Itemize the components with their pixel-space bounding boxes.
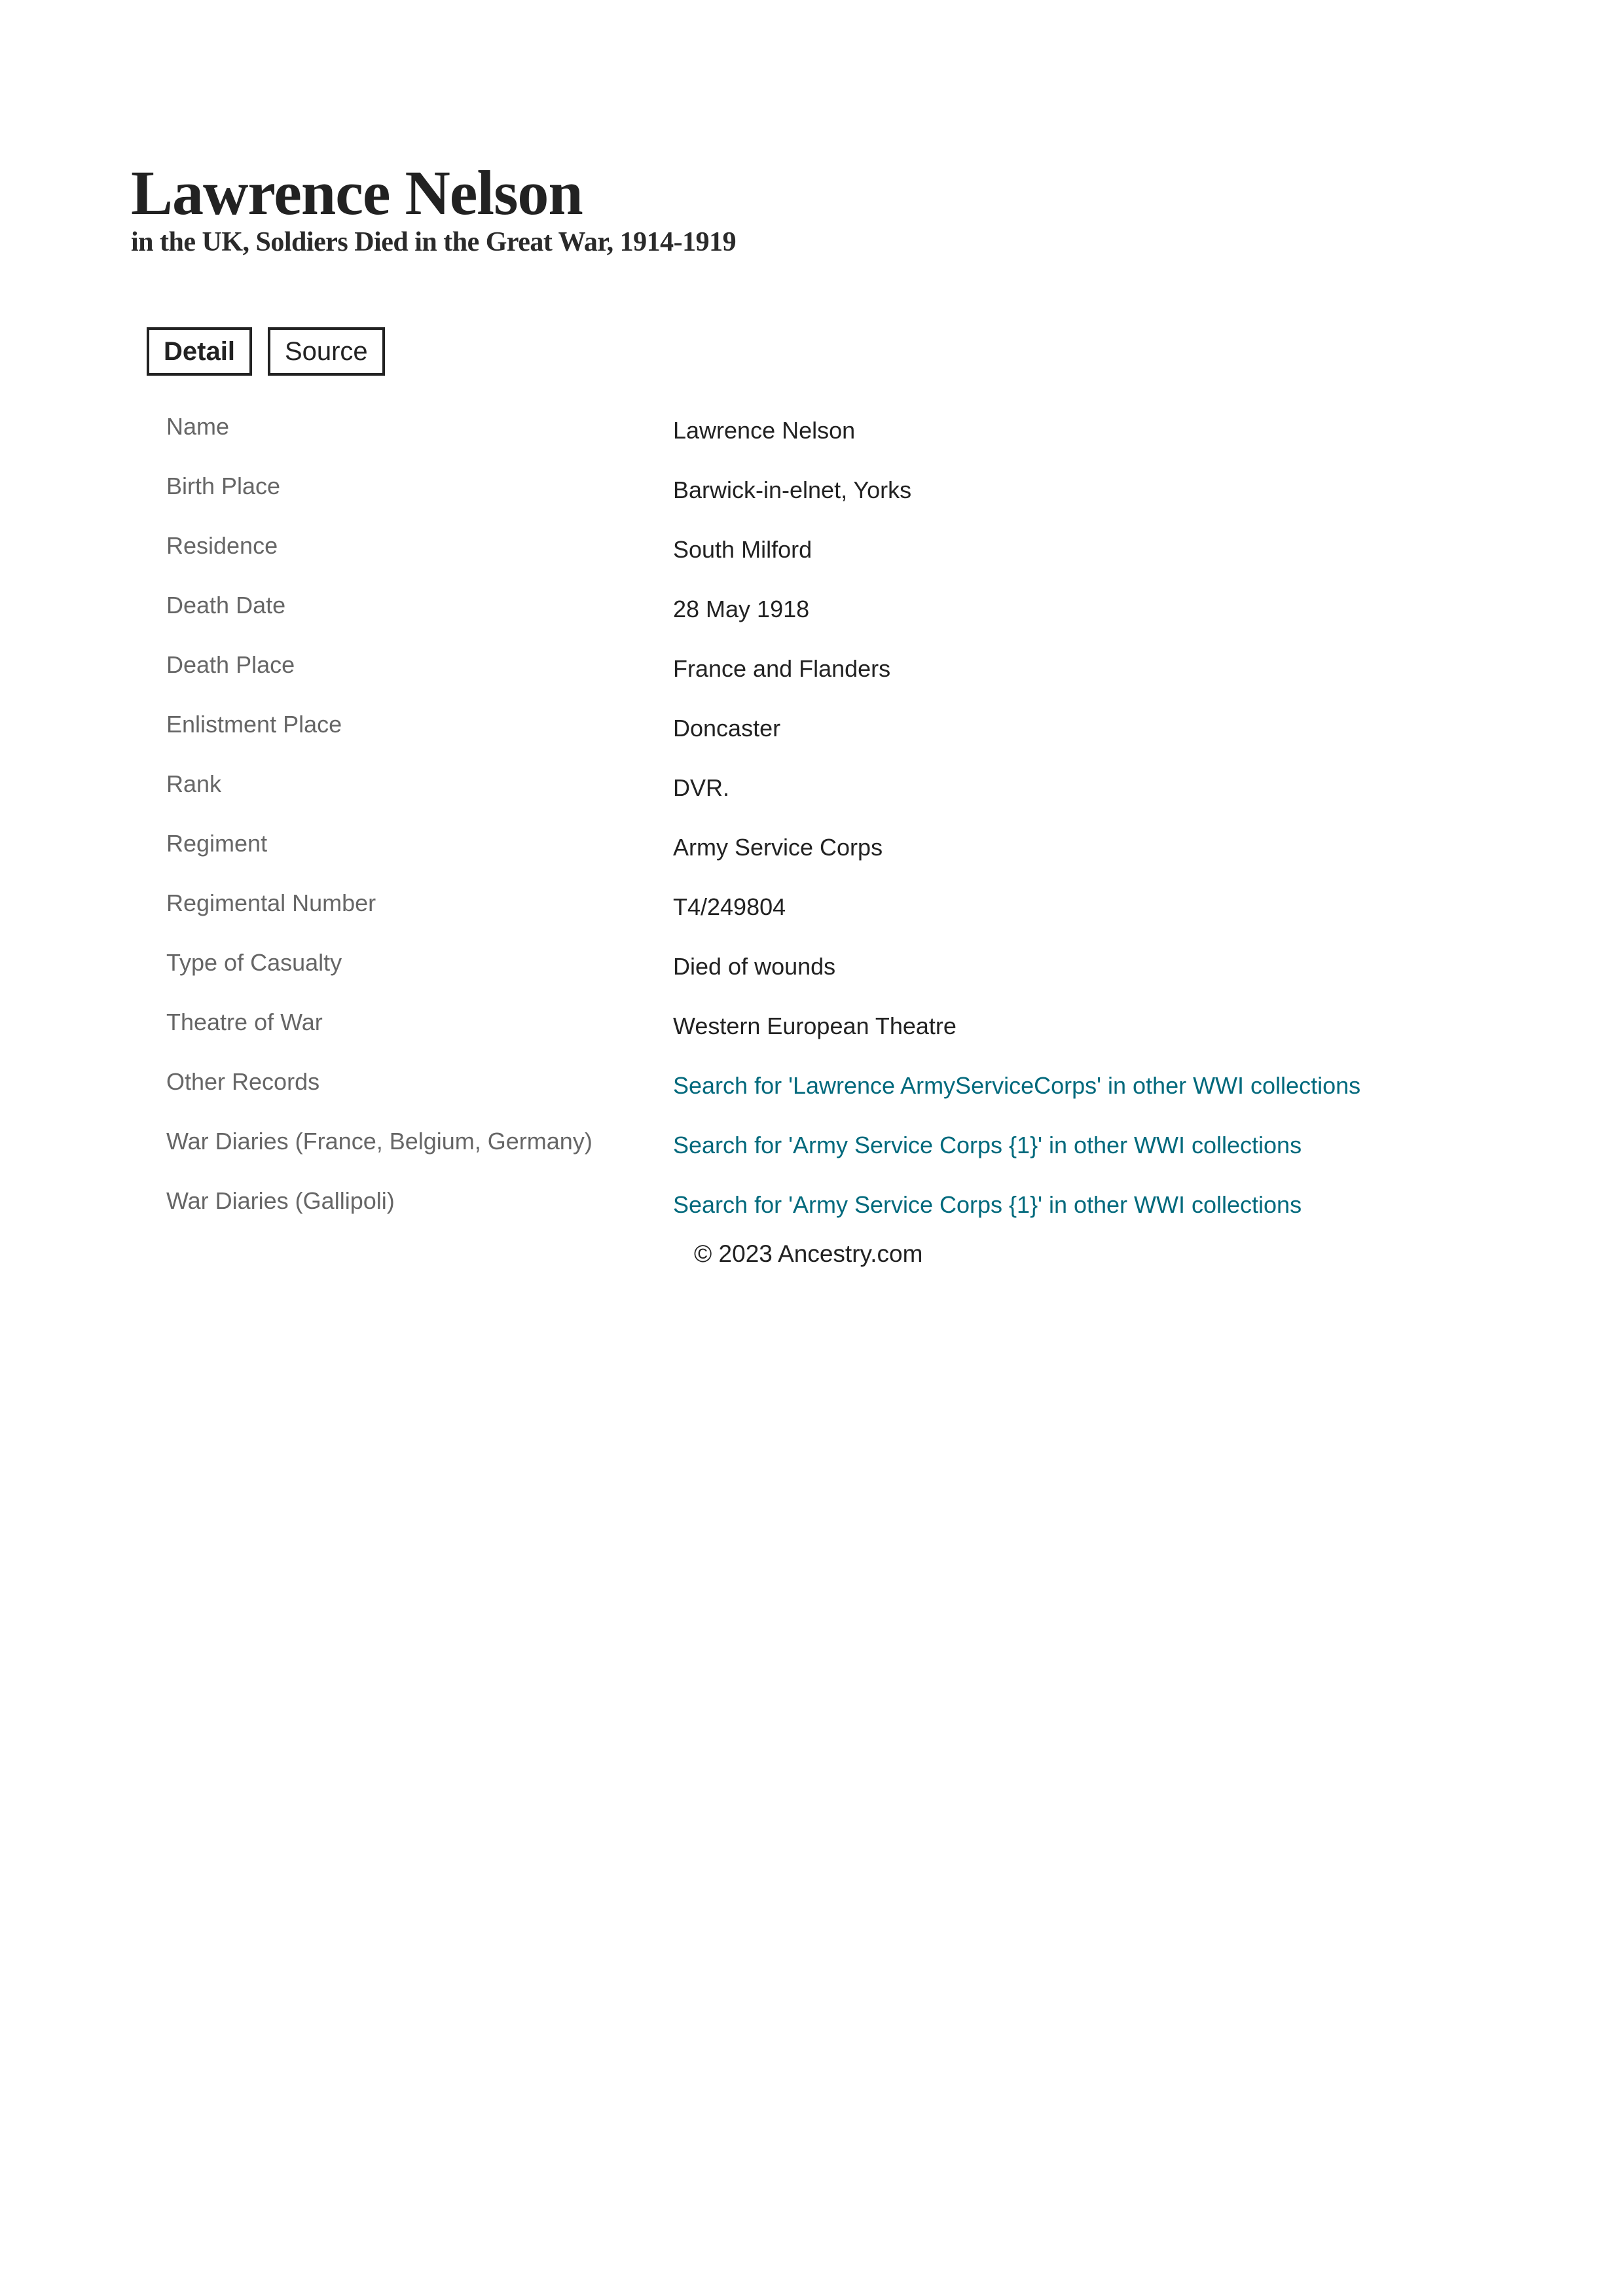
tab-source[interactable]: Source	[268, 327, 385, 376]
record-row-war-diaries-gallipoli	[166, 1175, 1476, 1234]
record-row-name	[166, 401, 1476, 460]
record-row-type-of-casualty	[166, 937, 1476, 996]
record-row-rank	[166, 758, 1476, 817]
war-diaries-france-search-link[interactable]: Search for 'Army Service Corps {1}' in other WWI collections	[673, 1131, 1302, 1158]
record-row-war-diaries-france	[166, 1115, 1476, 1175]
page-title: Lawrence Nelson	[131, 158, 583, 228]
record-row-residence	[166, 520, 1476, 579]
record-label: Rank	[166, 770, 222, 797]
record-row-enlistment-place	[166, 698, 1476, 758]
record-label: Birth Place	[166, 472, 281, 499]
record-row-death-date	[166, 579, 1476, 639]
record-value	[673, 1132, 1302, 1159]
record-label: Enlistment Place	[166, 710, 342, 738]
record-value: South Milford	[673, 535, 812, 563]
record-label: Death Date	[166, 591, 286, 619]
record-row-regiment	[166, 817, 1476, 877]
record-detail-table	[166, 401, 1476, 1234]
record-value: Lawrence Nelson	[673, 416, 856, 444]
tab-detail[interactable]: Detail	[147, 327, 252, 376]
record-label: War Diaries (France, Belgium, Germany)	[166, 1127, 593, 1155]
record-row-regimental-number	[166, 877, 1476, 937]
record-value: Army Service Corps	[673, 833, 883, 861]
record-label: Regiment	[166, 829, 268, 857]
record-row-birth-place	[166, 460, 1476, 520]
tab-bar	[147, 327, 385, 376]
record-label: Regimental Number	[166, 889, 376, 916]
record-value: Western European Theatre	[673, 1012, 957, 1039]
record-row-death-place	[166, 639, 1476, 698]
record-label: Theatre of War	[166, 1008, 323, 1035]
copyright-notice: © 2023 Ancestry.com	[694, 1240, 923, 1267]
page-subtitle: in the UK, Soldiers Died in the Great War, 1914-1919	[131, 227, 737, 257]
record-value: France and Flanders	[673, 655, 891, 682]
record-row-theatre-of-war	[166, 996, 1476, 1056]
other-records-search-link[interactable]: Search for 'Lawrence ArmyServiceCorps' in other WWI collections	[673, 1071, 1361, 1099]
record-label: War Diaries (Gallipoli)	[166, 1187, 395, 1214]
record-label: Type of Casualty	[166, 948, 342, 976]
record-label: Death Place	[166, 651, 295, 678]
record-value: T4/249804	[673, 893, 786, 920]
war-diaries-gallipoli-search-link[interactable]: Search for 'Army Service Corps {1}' in other WWI collections	[673, 1191, 1302, 1218]
record-row-other-records	[166, 1056, 1476, 1115]
record-value	[673, 1191, 1302, 1219]
record-value: Barwick-in-elnet, Yorks	[673, 476, 912, 503]
record-value: 28 May 1918	[673, 595, 810, 622]
record-label: Other Records	[166, 1067, 320, 1095]
record-label: Name	[166, 412, 230, 440]
record-label: Residence	[166, 531, 278, 559]
record-value: DVR.	[673, 774, 730, 801]
record-value	[673, 1072, 1360, 1100]
record-value: Doncaster	[673, 714, 781, 742]
record-value: Died of wounds	[673, 952, 836, 980]
